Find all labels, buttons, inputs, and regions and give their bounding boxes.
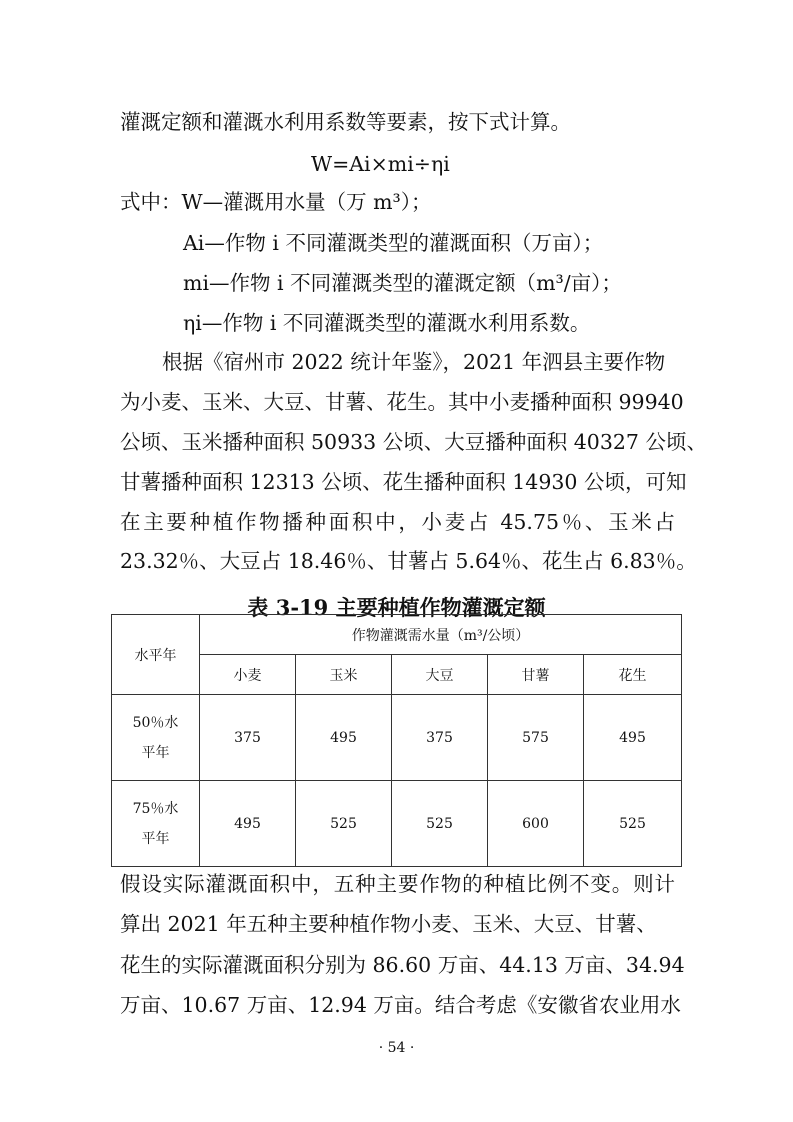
table-row	[112, 781, 682, 867]
intro-line: 灌溉定额和灌溉水利用系数等要素，按下式计算。	[120, 110, 571, 134]
para2-line-2: 算出 2021 年五种主要种植作物小麦、玉米、大豆、甘薯、	[120, 912, 657, 936]
para1-line-3: 公顷、玉米播种面积 50933 公顷、大豆播种面积 40327 公顷、	[120, 430, 707, 454]
para1-line-4: 甘薯播种面积 12313 公顷、花生播种面积 14930 公顷，可知	[120, 470, 687, 494]
level-cell	[112, 781, 200, 867]
definition-a: Ai—作物 i 不同灌溉类型的灌溉面积（万亩）；	[183, 231, 604, 255]
irrigation-quota-table	[111, 614, 682, 867]
group-header-cell: 作物灌溉需水量（m³/公顷）	[200, 615, 682, 655]
crop-header: 甘薯	[488, 655, 584, 695]
value-cell: 495	[296, 695, 392, 781]
crop-header: 花生	[584, 655, 682, 695]
value-cell: 525	[392, 781, 488, 867]
para2-line-1: 假设实际灌溉面积中，五种主要作物的种植比例不变。则计	[120, 872, 675, 896]
table-row	[112, 695, 682, 781]
para2-line-4: 万亩、10.67 万亩、12.94 万亩。结合考虑《安徽省农业用水	[120, 993, 681, 1017]
level-cell	[112, 695, 200, 781]
para1-line-6: 23.32％、大豆占 18.46％、甘薯占 5.64％、花生占 6.83％。	[120, 549, 697, 573]
value-cell: 600	[488, 781, 584, 867]
def-w-text: W—灌溉用水量（万 m³）；	[181, 190, 432, 214]
page-number: · 54 ·	[378, 1040, 415, 1056]
crop-header: 大豆	[392, 655, 488, 695]
definition-eta: ηi—作物 i 不同灌溉类型的灌溉水利用系数。	[183, 311, 591, 335]
table-header-row	[112, 615, 682, 655]
formula: W=Ai×mi÷ηi	[311, 152, 450, 176]
value-cell: 495	[200, 781, 296, 867]
level-label: 75％水平年	[132, 800, 179, 847]
value-cell: 495	[584, 695, 682, 781]
table-title: 表 3-19 主要种植作物灌溉定额	[247, 595, 546, 620]
para2-line-3: 花生的实际灌溉面积分别为 86.60 万亩、44.13 万亩、34.94	[120, 953, 685, 977]
para1-line-2: 为小麦、玉米、大豆、甘薯、花生。其中小麦播种面积 99940	[120, 390, 684, 414]
para1-line-1: 根据《宿州市 2022 统计年鉴》，2021 年泗县主要作物	[162, 350, 666, 374]
level-label: 50％水平年	[132, 714, 179, 761]
value-cell: 575	[488, 695, 584, 781]
crop-header: 玉米	[296, 655, 392, 695]
where-prefix: 式中：	[120, 190, 182, 214]
definition-w	[120, 192, 432, 213]
para1-line-5: 在主要种植作物播种面积中，小麦占 45.75％、玉米占	[120, 510, 675, 534]
row-header-cell: 水平年	[112, 615, 200, 695]
value-cell: 375	[200, 695, 296, 781]
definition-m: mi—作物 i 不同灌溉类型的灌溉定额（m³/亩）；	[183, 271, 622, 295]
value-cell: 375	[392, 695, 488, 781]
crop-header: 小麦	[200, 655, 296, 695]
value-cell: 525	[296, 781, 392, 867]
value-cell: 525	[584, 781, 682, 867]
